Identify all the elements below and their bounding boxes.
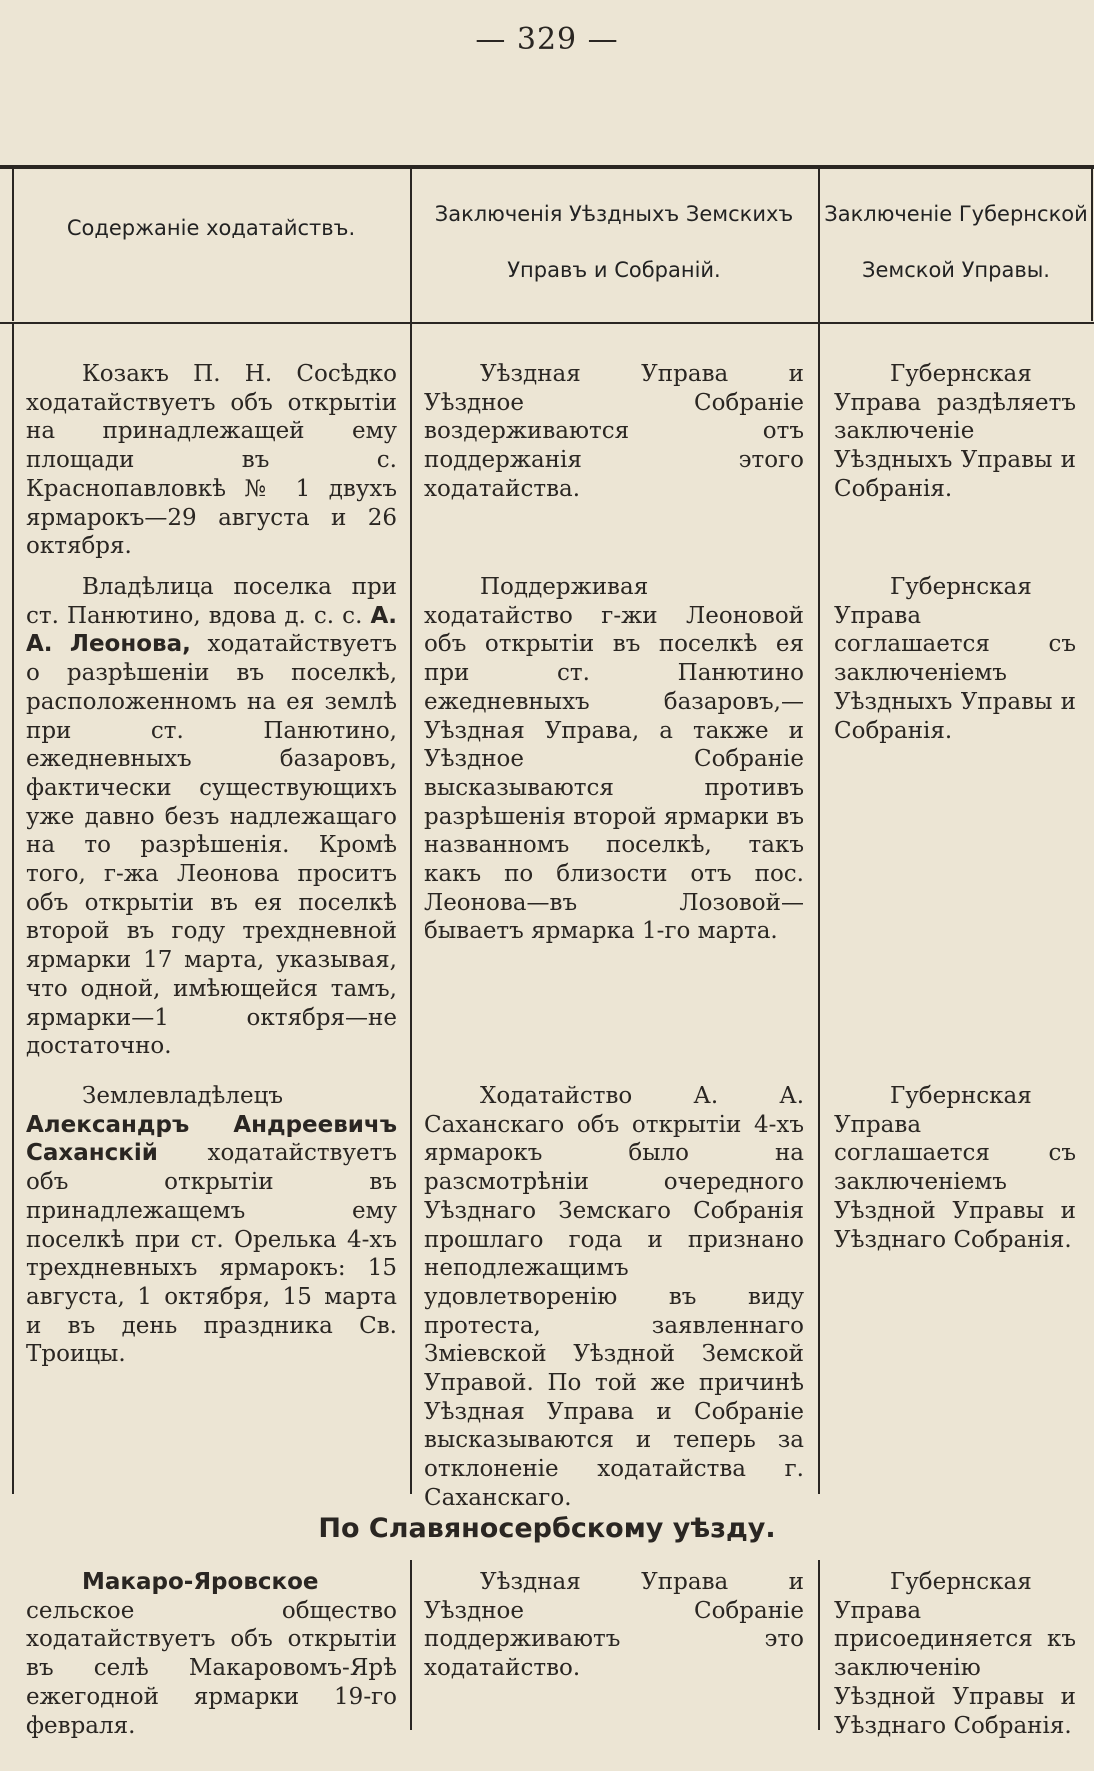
table-left-border bbox=[12, 324, 14, 1494]
row-2-petition-text bbox=[26, 573, 397, 1061]
header-bottom-rule bbox=[0, 322, 1094, 324]
row-1-uezd-text: Уѣздная Управа и Уѣздное Собраніе воздерживаются отъ поддержанія этого ходатайства. bbox=[424, 361, 804, 502]
section-row-1-petition bbox=[26, 1568, 397, 1740]
section-row-1-petition-text bbox=[26, 1568, 397, 1740]
section-row-1-uezd-text: Уѣздная Управа и Уѣздное Собраніе поддерживаютъ это ходатайство. bbox=[424, 1569, 804, 1682]
row-3-petition-lead: Землевладѣлецъ bbox=[82, 1083, 284, 1109]
row-3-petition bbox=[26, 1082, 397, 1369]
column-divider-1 bbox=[410, 167, 412, 1494]
row-2-petition-lead: Владѣлица поселка при ст. Панютино, вдова д. с. с. bbox=[26, 574, 397, 629]
row-3-uezd-text: Ходатайство А. А. Саханскаго объ открытіи 4-хъ ярмарокъ было на разсмотрѣніи очередного Уѣзднаго Земскаго Собранія прошлаго года и признано неподлежащимъ удовлетворенію въ виду протеста, заявленнаго Зміевской Уѣздной Земской Управой. По той же причинѣ Уѣздная Управа и Собраніе высказываются и теперь за отклоненіе ходатайства г. Саханскаго. bbox=[424, 1083, 804, 1511]
row-2-uezd-text: Поддерживая ходатайство г-жи Леоновой объ открытіи въ поселкѣ ея при ст. Панютино ежедневныхъ базаровъ,— Уѣздная Управа, а также и Уѣздное Собраніе высказываются противъ разрѣшенія второй ярмарки въ названномъ поселкѣ, такъ какъ по близости отъ пос. Леонова—въ Лозовой—бываетъ ярмарка 1-го марта. bbox=[424, 574, 804, 945]
column-header-petitions: Содержаніе ходатайствъ. bbox=[66, 216, 356, 240]
row-2-gubern-text: Губернская Управа соглашается съ заключеніемъ Уѣздныхъ Управы и Собранія. bbox=[834, 574, 1076, 744]
section-row-1-petition-rest: сельское общество ходатайствуетъ объ открытіи въ селѣ Макаровомъ-Ярѣ ежегодной ярмарки 19-го февраля. bbox=[26, 1597, 397, 1739]
column-header-gubern: Заключеніе Губернской Земской Управы. bbox=[824, 202, 1088, 282]
page-number: — 329 — bbox=[475, 22, 619, 57]
row-3-petition-text bbox=[26, 1082, 397, 1369]
header-right-border bbox=[1091, 167, 1093, 321]
row-1-petition-text: Козакъ П. Н. Сосѣдко ходатайствуетъ объ открытіи на принадлежащей ему площади въ с. Краснопавловкѣ № 1 двухъ ярмарокъ—29 августа и 26 октября. bbox=[26, 361, 397, 560]
row-2-uezd bbox=[424, 573, 804, 946]
row-3-gubern-text: Губернская Управа соглашается съ заключеніемъ Уѣздной Управы и Уѣзднаго Собранія. bbox=[834, 1083, 1076, 1253]
row-3-petition-rest: ходатайствуетъ объ открытіи въ принадлежащемъ ему поселкѣ при ст. Орелька 4-хъ трехдневныхъ ярмарокъ: 15 августа, 1 октября, 15 марта и въ день праздника Св. Троицы. bbox=[26, 1140, 397, 1368]
row-1-gubern bbox=[834, 360, 1076, 504]
header-left-border bbox=[12, 167, 14, 321]
row-1-uezd bbox=[424, 360, 804, 504]
row-2-gubern bbox=[834, 573, 1076, 745]
section-heading: По Славяносербскому уѣзду. bbox=[318, 1513, 776, 1544]
row-3-gubern bbox=[834, 1082, 1076, 1254]
section-row-1-gubern-text: Губернская Управа присоединяется къ заключенію Уѣздной Управы и Уѣзднаго Собранія. bbox=[834, 1569, 1076, 1739]
section-column-divider-1 bbox=[410, 1560, 412, 1730]
row-1-gubern-text: Губернская Управа раздѣляетъ заключеніе Уѣздныхъ Управы и Собранія. bbox=[834, 361, 1076, 502]
column-divider-2 bbox=[818, 167, 820, 1494]
section-row-1-gubern bbox=[834, 1568, 1076, 1740]
section-row-1-petitioner-name: Макаро-Яровское bbox=[82, 1569, 319, 1595]
row-2-petitioner-name: А. А. Леонова, bbox=[26, 602, 398, 658]
row-3-uezd bbox=[424, 1082, 804, 1513]
column-header-uezd: Заключенія Уѣздныхъ Земскихъ Управъ и Собраній. bbox=[434, 202, 794, 282]
row-3-petitioner-name: Александръ Андреевичъ Саханскій bbox=[26, 1111, 397, 1167]
section-column-divider-2 bbox=[818, 1560, 820, 1730]
section-row-1-uezd bbox=[424, 1568, 804, 1683]
row-2-petition bbox=[26, 573, 397, 1061]
row-1-petition bbox=[26, 360, 397, 561]
row-2-petition-rest: ходатайствуетъ о разрѣшеніи въ поселкѣ, расположенномъ на ея землѣ при ст. Панютино, ежедневныхъ базаровъ, фактически существующихъ уже давно безъ надлежащаго на то разрѣшенія. Кромѣ того, г-жа Леонова проситъ объ открытіи въ ея поселкѣ второй въ году трехдневной ярмарки 17 марта, указывая, что одной, имѣющейся тамъ, ярмарки—1 октября—не достаточно. bbox=[26, 631, 397, 1060]
table-top-rule bbox=[0, 165, 1094, 169]
